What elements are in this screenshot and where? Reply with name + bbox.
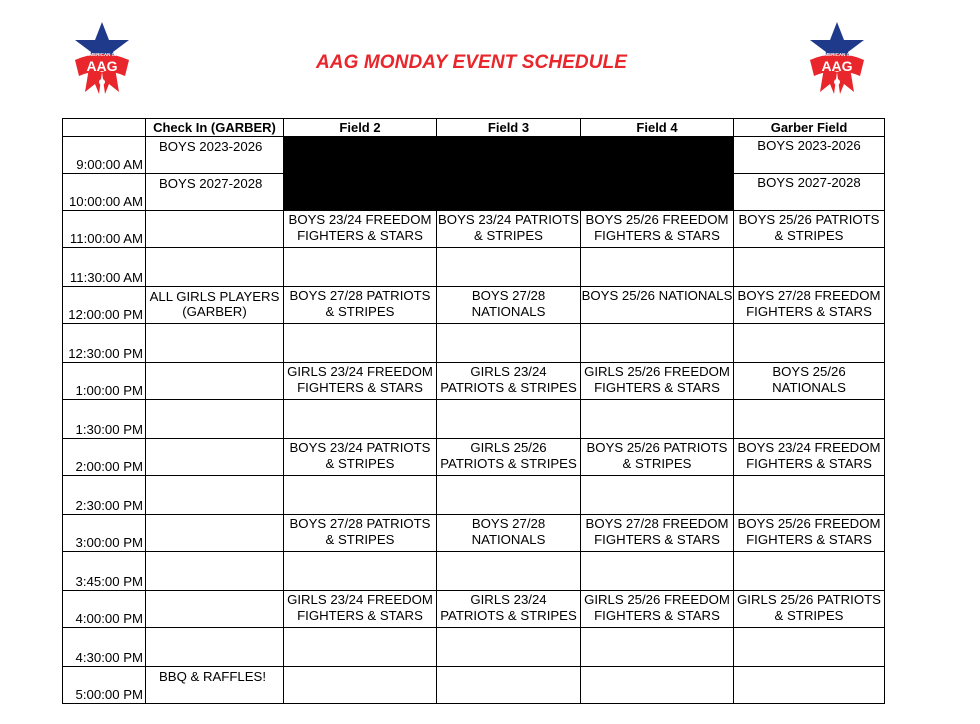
field-4-cell — [581, 248, 734, 287]
table-row — [63, 515, 885, 552]
garber-field-cell — [734, 476, 885, 515]
time-cell: 12:30:00 PM — [63, 324, 146, 363]
check-in-cell — [146, 552, 284, 591]
check-in-cell: BOYS 2027-2028 — [146, 174, 284, 211]
field-4-cell: GIRLS 25/26 FREEDOM FIGHTERS & STARS — [581, 591, 734, 628]
garber-field-cell: BOYS 23/24 FREEDOM FIGHTERS & STARS — [734, 439, 885, 476]
field-3-cell — [437, 476, 581, 515]
blacked-out-block — [284, 137, 734, 211]
garber-field-cell: BOYS 27/28 FREEDOM FIGHTERS & STARS — [734, 287, 885, 324]
garber-field-cell: BOYS 25/26 PATRIOTS & STRIPES — [734, 211, 885, 248]
field-2-cell: BOYS 23/24 FREEDOM FIGHTERS & STARS — [284, 211, 437, 248]
time-cell: 12:00:00 PM — [63, 287, 146, 324]
table-row — [63, 591, 885, 628]
garber-field-cell: GIRLS 25/26 PATRIOTS & STRIPES — [734, 591, 885, 628]
header-row — [63, 119, 885, 137]
garber-field-cell — [734, 552, 885, 591]
check-in-cell: BOYS 2023-2026 — [146, 137, 284, 174]
check-in-cell — [146, 439, 284, 476]
header-field-3: Field 3 — [437, 119, 581, 137]
svg-text:AAG: AAG — [86, 58, 118, 74]
garber-field-cell — [734, 324, 885, 363]
field-3-cell — [437, 667, 581, 704]
garber-field-cell — [734, 667, 885, 704]
field-2-cell — [284, 476, 437, 515]
field-3-cell: GIRLS 23/24 PATRIOTS & STRIPES — [437, 363, 581, 400]
svg-text:ALL-AMERICAN GAMES: ALL-AMERICAN GAMES — [75, 52, 129, 57]
time-cell: 10:00:00 AM — [63, 174, 146, 211]
field-2-cell: BOYS 27/28 PATRIOTS & STRIPES — [284, 515, 437, 552]
svg-text:ALL-AMERICAN GAMES: ALL-AMERICAN GAMES — [810, 52, 864, 57]
check-in-cell — [146, 324, 284, 363]
garber-field-cell: BOYS 25/26 NATIONALS — [734, 363, 885, 400]
field-4-cell: BOYS 27/28 FREEDOM FIGHTERS & STARS — [581, 515, 734, 552]
garber-field-cell — [734, 400, 885, 439]
field-4-cell — [581, 552, 734, 591]
garber-field-cell: BOYS 2027-2028 — [734, 174, 885, 211]
table-row — [63, 363, 885, 400]
field-2-cell — [284, 667, 437, 704]
time-cell: 4:00:00 PM — [63, 591, 146, 628]
field-3-cell — [437, 628, 581, 667]
field-2-cell: GIRLS 23/24 FREEDOM FIGHTERS & STARS — [284, 591, 437, 628]
table-row — [63, 400, 885, 439]
check-in-cell: ALL GIRLS PLAYERS (GARBER) — [146, 287, 284, 324]
table-row — [63, 628, 885, 667]
field-4-cell: BOYS 25/26 FREEDOM FIGHTERS & STARS — [581, 211, 734, 248]
check-in-cell — [146, 591, 284, 628]
table-row — [63, 552, 885, 591]
field-4-cell: GIRLS 25/26 FREEDOM FIGHTERS & STARS — [581, 363, 734, 400]
table-row — [63, 287, 885, 324]
table-row — [63, 439, 885, 476]
field-4-cell: BOYS 25/26 PATRIOTS & STRIPES — [581, 439, 734, 476]
table-row — [63, 248, 885, 287]
time-cell: 2:00:00 PM — [63, 439, 146, 476]
check-in-cell — [146, 211, 284, 248]
field-4-cell — [581, 667, 734, 704]
field-4-cell: BOYS 25/26 NATIONALS — [581, 287, 734, 324]
header-field-4: Field 4 — [581, 119, 734, 137]
check-in-cell — [146, 363, 284, 400]
table-row — [63, 324, 885, 363]
time-cell: 4:30:00 PM — [63, 628, 146, 667]
check-in-cell — [146, 400, 284, 439]
field-4-cell — [581, 628, 734, 667]
header-garber-field: Garber Field — [734, 119, 885, 137]
table-row — [63, 211, 885, 248]
time-cell: 5:00:00 PM — [63, 667, 146, 704]
check-in-cell — [146, 515, 284, 552]
time-cell: 1:00:00 PM — [63, 363, 146, 400]
header-check-in: Check In (GARBER) — [146, 119, 284, 137]
time-cell: 2:30:00 PM — [63, 476, 146, 515]
check-in-cell: BBQ & RAFFLES! — [146, 667, 284, 704]
field-3-cell — [437, 400, 581, 439]
time-cell: 1:30:00 PM — [63, 400, 146, 439]
field-4-cell — [581, 476, 734, 515]
field-2-cell — [284, 552, 437, 591]
time-cell: 11:30:00 AM — [63, 248, 146, 287]
time-cell: 3:45:00 PM — [63, 552, 146, 591]
table-row — [63, 476, 885, 515]
page-title: AAG MONDAY EVENT SCHEDULE — [315, 52, 628, 73]
field-2-cell — [284, 628, 437, 667]
check-in-cell — [146, 476, 284, 515]
garber-field-cell: BOYS 25/26 FREEDOM FIGHTERS & STARS — [734, 515, 885, 552]
field-3-cell: GIRLS 25/26 PATRIOTS & STRIPES — [437, 439, 581, 476]
header-field-2: Field 2 — [284, 119, 437, 137]
field-2-cell — [284, 248, 437, 287]
field-3-cell: BOYS 23/24 PATRIOTS & STRIPES — [437, 211, 581, 248]
svg-text:AAG: AAG — [821, 58, 853, 74]
field-2-cell — [284, 400, 437, 439]
field-2-cell — [284, 324, 437, 363]
garber-field-cell — [734, 628, 885, 667]
field-3-cell — [437, 552, 581, 591]
schedule-table — [62, 118, 885, 704]
field-3-cell: BOYS 27/28 NATIONALS — [437, 515, 581, 552]
time-cell: 9:00:00 AM — [63, 137, 146, 174]
time-cell: 11:00:00 AM — [63, 211, 146, 248]
field-4-cell — [581, 324, 734, 363]
field-2-cell: BOYS 27/28 PATRIOTS & STRIPES — [284, 287, 437, 324]
check-in-cell — [146, 628, 284, 667]
time-cell: 3:00:00 PM — [63, 515, 146, 552]
field-3-cell: BOYS 27/28 NATIONALS — [437, 287, 581, 324]
check-in-cell — [146, 248, 284, 287]
field-3-cell — [437, 248, 581, 287]
field-4-cell — [581, 400, 734, 439]
field-2-cell: GIRLS 23/24 FREEDOM FIGHTERS & STARS — [284, 363, 437, 400]
field-3-cell: GIRLS 23/24 PATRIOTS & STRIPES — [437, 591, 581, 628]
garber-field-cell — [734, 248, 885, 287]
table-row — [63, 137, 885, 174]
garber-field-cell: BOYS 2023-2026 — [734, 137, 885, 174]
field-2-cell: BOYS 23/24 PATRIOTS & STRIPES — [284, 439, 437, 476]
table-row — [63, 667, 885, 704]
field-3-cell — [437, 324, 581, 363]
header-time — [63, 119, 146, 137]
